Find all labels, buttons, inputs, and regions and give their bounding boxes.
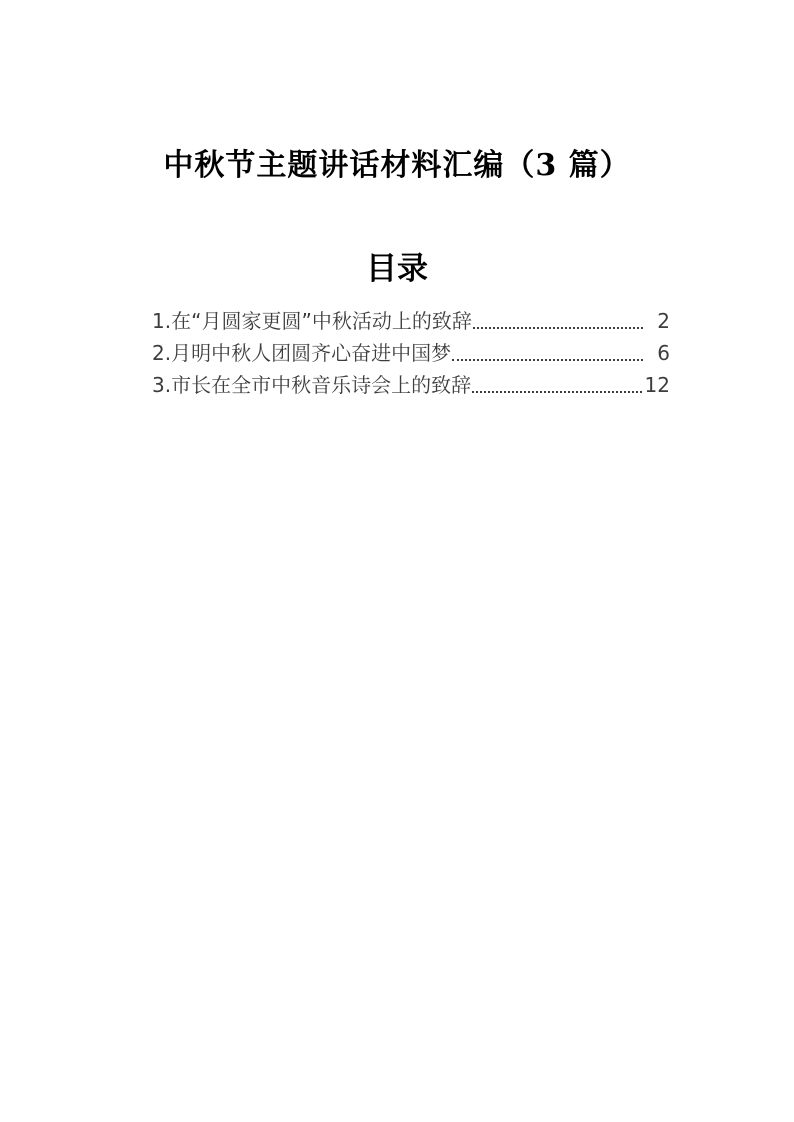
document-title: 中秋节主题讲话材料汇编（3 篇） xyxy=(163,148,631,183)
toc-entry-1-page-number: 2 xyxy=(657,309,670,333)
toc-entry-2-dot-leader xyxy=(452,359,643,361)
toc-entry-1[interactable] xyxy=(152,305,670,337)
toc-entry-3-number: 3. xyxy=(152,373,172,397)
toc-entry-1-number: 1. xyxy=(152,309,172,333)
toc-entry-2-number: 2. xyxy=(152,341,172,365)
toc-entry-3-page-number: 12 xyxy=(644,373,670,397)
toc-entry-1-dot-leader xyxy=(473,327,643,329)
toc-list xyxy=(0,305,794,401)
toc-entry-2-page-number: 6 xyxy=(657,341,670,365)
toc-entry-1-title: 在“月圆家更圆”中秋活动上的致辞 xyxy=(171,309,472,333)
toc-entry-2-title: 月明中秋人团圆齐心奋进中国梦 xyxy=(171,341,452,365)
toc-heading: 目录 xyxy=(366,251,428,287)
toc-entry-3[interactable] xyxy=(152,369,670,401)
toc-entry-2[interactable] xyxy=(152,337,670,369)
toc-entry-3-dot-leader xyxy=(472,391,641,393)
toc-entry-3-title: 市长在全市中秋音乐诗会上的致辞 xyxy=(171,373,472,397)
